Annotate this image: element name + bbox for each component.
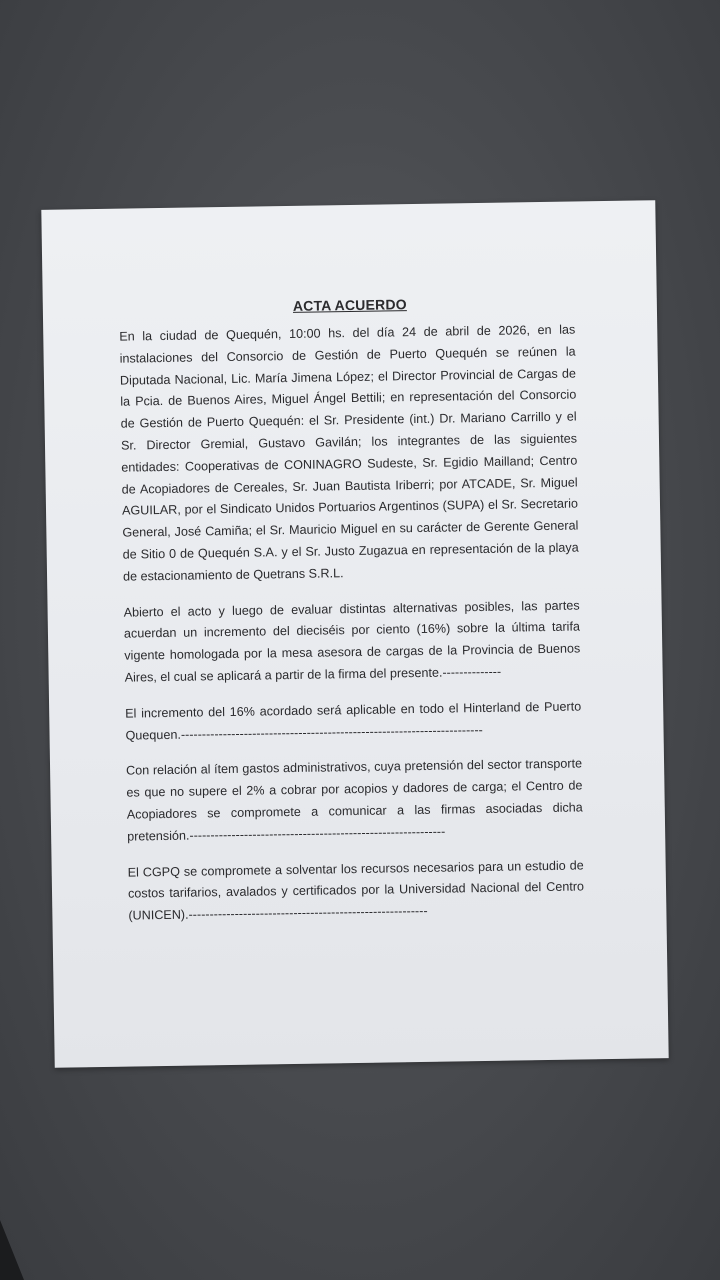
corner-shadow [0,1220,24,1280]
paragraph-attendees: En la ciudad de Quequén, 10:00 hs. del día 24 de abril de 2026, en las instalaciones del Consorcio de Gestión de Puerto Quequén se reúnen la Diputada Nacional, Lic. María Jimena López; el Director Provincial de Cargas de la Pcia. de Buenos Aires, Miguel Ángel Bettili; en representación del Consorcio de Gestión de Puerto Quequén: el Sr. Presidente (int.) Dr. Mariano Carrillo y el Sr. Director Gremial, Gustavo Gavilán; los integrantes de las siguientes entidades: Cooperativas de CONINAGRO Sudeste, Sr. Egidio Mailland; Centro de Acopiadores de Cereales, Sr. Juan Bautista Iriberri; por ATCADE, Sr. Miguel AGUILAR, por el Sindicato Unidos Portuarios Argentinos (SUPA) el Sr. Secretario General, José Camiña; el Sr. Mauricio Miguel en su carácter de Gerente General de Sitio 0 de Quequén S.A. y el Sr. Justo Zugazua en representación de la playa de estacionamiento de Quetrans S.R.L. [119,322,579,584]
document-sheet [41,200,668,1068]
paragraph-cost-study: El CGPQ se compromete a solventar los recursos necesarios para un estudio de costos tarifarios, avalados y certificados por la Universidad Nacional del Centro (UNICEN).--------------------------------------------------------- [127,857,585,923]
paragraph-tariff-increase: Abierto el acto y luego de evaluar distintas alternativas posibles, las partes acuerdan un incremento del dieciséis por ciento (16%) sobre la última tarifa vigente homologada por la mesa asesora de cargas de la Provincia de Buenos Aires, el cual se aplicará a partir de la firma del presente.-------------- [123,598,581,685]
paragraph-hinterland: El incremento del 16% acordado será aplicable en todo el Hinterland de Puerto Quequen.------------------------------------------------------------------------ [125,699,582,743]
document-title: ACTA ACUERDO [292,296,407,314]
document-body [119,320,585,942]
paragraph-administrative-costs: Con relación al ítem gastos administrativos, cuya pretensión del sector transporte es que no supere el 2% a cobrar por acopios y dadores de carga; el Centro de Acopiadores se compromete a comunicar a las firmas asociadas dicha pretensión.------------------------------------------------------------- [126,756,583,844]
